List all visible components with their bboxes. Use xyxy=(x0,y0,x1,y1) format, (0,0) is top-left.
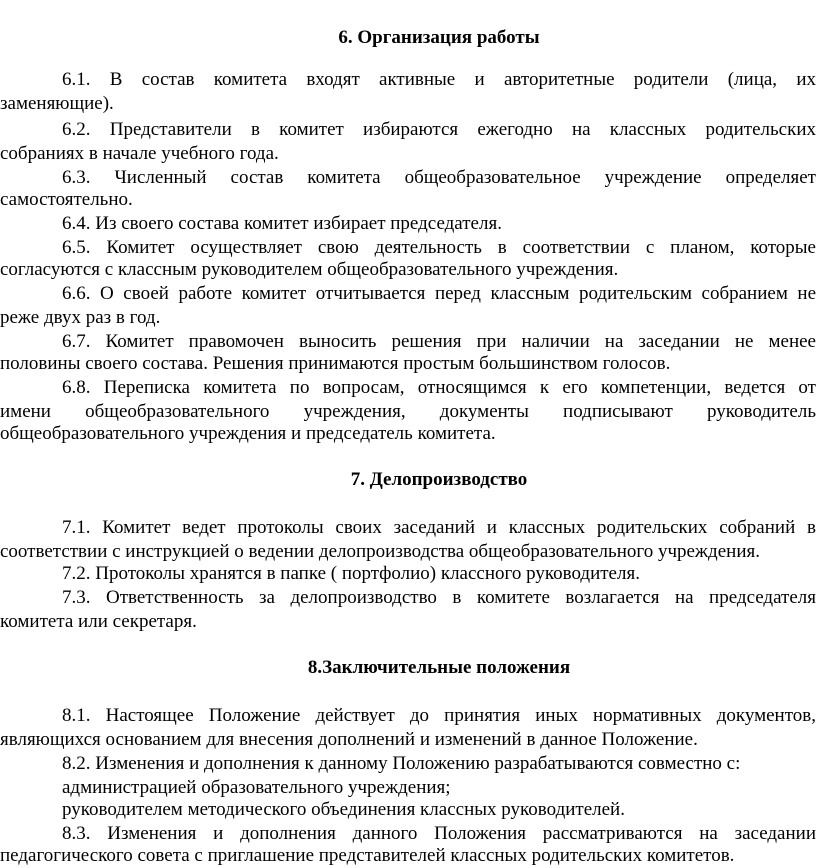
paragraph-line: согласуются с классным руководителем общеобразовательного учреждения. xyxy=(0,259,619,280)
paragraph-line: 6.6. О своей работе комитет отчитывается перед классным родительским собранием не xyxy=(62,283,816,304)
paragraph-line: общеобразовательного учреждения и председатель комитета. xyxy=(0,423,496,444)
paragraph-line: 6.8. Переписка комитета по вопросам, относящимся к его компетенции, ведется от xyxy=(62,377,816,398)
paragraph-line: администрацией образовательного учреждения; xyxy=(62,777,451,798)
paragraph-line: являющихся основанием для внесения дополнений и изменений в данное Положение. xyxy=(0,729,698,750)
paragraph-line: 7.1. Комитет ведет протоколы своих заседаний и классных родительских собраний в xyxy=(62,517,816,538)
paragraph-line: 6.5. Комитет осуществляет свою деятельность в соответствии с планом, которые xyxy=(62,237,816,258)
paragraph-line: 8.1. Настоящее Положение действует до принятия иных нормативных документов, xyxy=(62,705,816,726)
section-7-heading: 7. Делопроизводство xyxy=(350,469,528,490)
paragraph-line: реже двух раз в год. xyxy=(0,307,161,328)
paragraph-line: соответствии с инструкцией о ведении делопроизводства общеобразовательного учреждения. xyxy=(0,541,760,562)
paragraph-line: 6.1. В состав комитета входят активные и авторитетные родители (лица, их xyxy=(62,69,816,90)
paragraph-line: руководителем методического объединения классных руководителей. xyxy=(62,799,625,820)
section-8-heading: 8.Заключительные положения xyxy=(307,657,571,678)
paragraph-line: собраниях в начале учебного года. xyxy=(0,143,279,164)
paragraph-line: 8.2. Изменения и дополнения к данному Положению разрабатываются совместно с: xyxy=(62,753,741,774)
paragraph-line: комитета или секретаря. xyxy=(0,611,197,632)
paragraph-line: 7.2. Протоколы хранятся в папке ( портфолио) классного руководителя. xyxy=(62,563,640,584)
paragraph-line: заменяющие). xyxy=(0,93,114,114)
paragraph-line: 6.7. Комитет правомочен выносить решения при наличии на заседании не менее xyxy=(62,331,816,352)
paragraph-line: 7.3. Ответственность за делопроизводство в комитете возлагается на председателя xyxy=(62,587,816,608)
paragraph-line: самостоятельно. xyxy=(0,189,133,210)
section-6-heading: 6. Организация работы xyxy=(338,27,540,48)
paragraph-line: половины своего состава. Решения принимаются простым большинством голосов. xyxy=(0,353,671,374)
paragraph-line: 6.3. Численный состав комитета общеобразовательное учреждение определяет xyxy=(62,167,816,188)
paragraph-line: имени общеобразовательного учреждения, документы подписывают руководитель xyxy=(0,401,816,422)
paragraph-line: 6.2. Представители в комитет избираются ежегодно на классных родительских xyxy=(62,119,816,140)
paragraph-line: педагогического совета с приглашение представителей классных родительских комитетов. xyxy=(0,845,735,866)
paragraph-line: 6.4. Из своего состава комитет избирает председателя. xyxy=(62,213,502,234)
paragraph-line: 8.3. Изменения и дополнения данного Положения рассматриваются на заседании xyxy=(62,823,816,844)
